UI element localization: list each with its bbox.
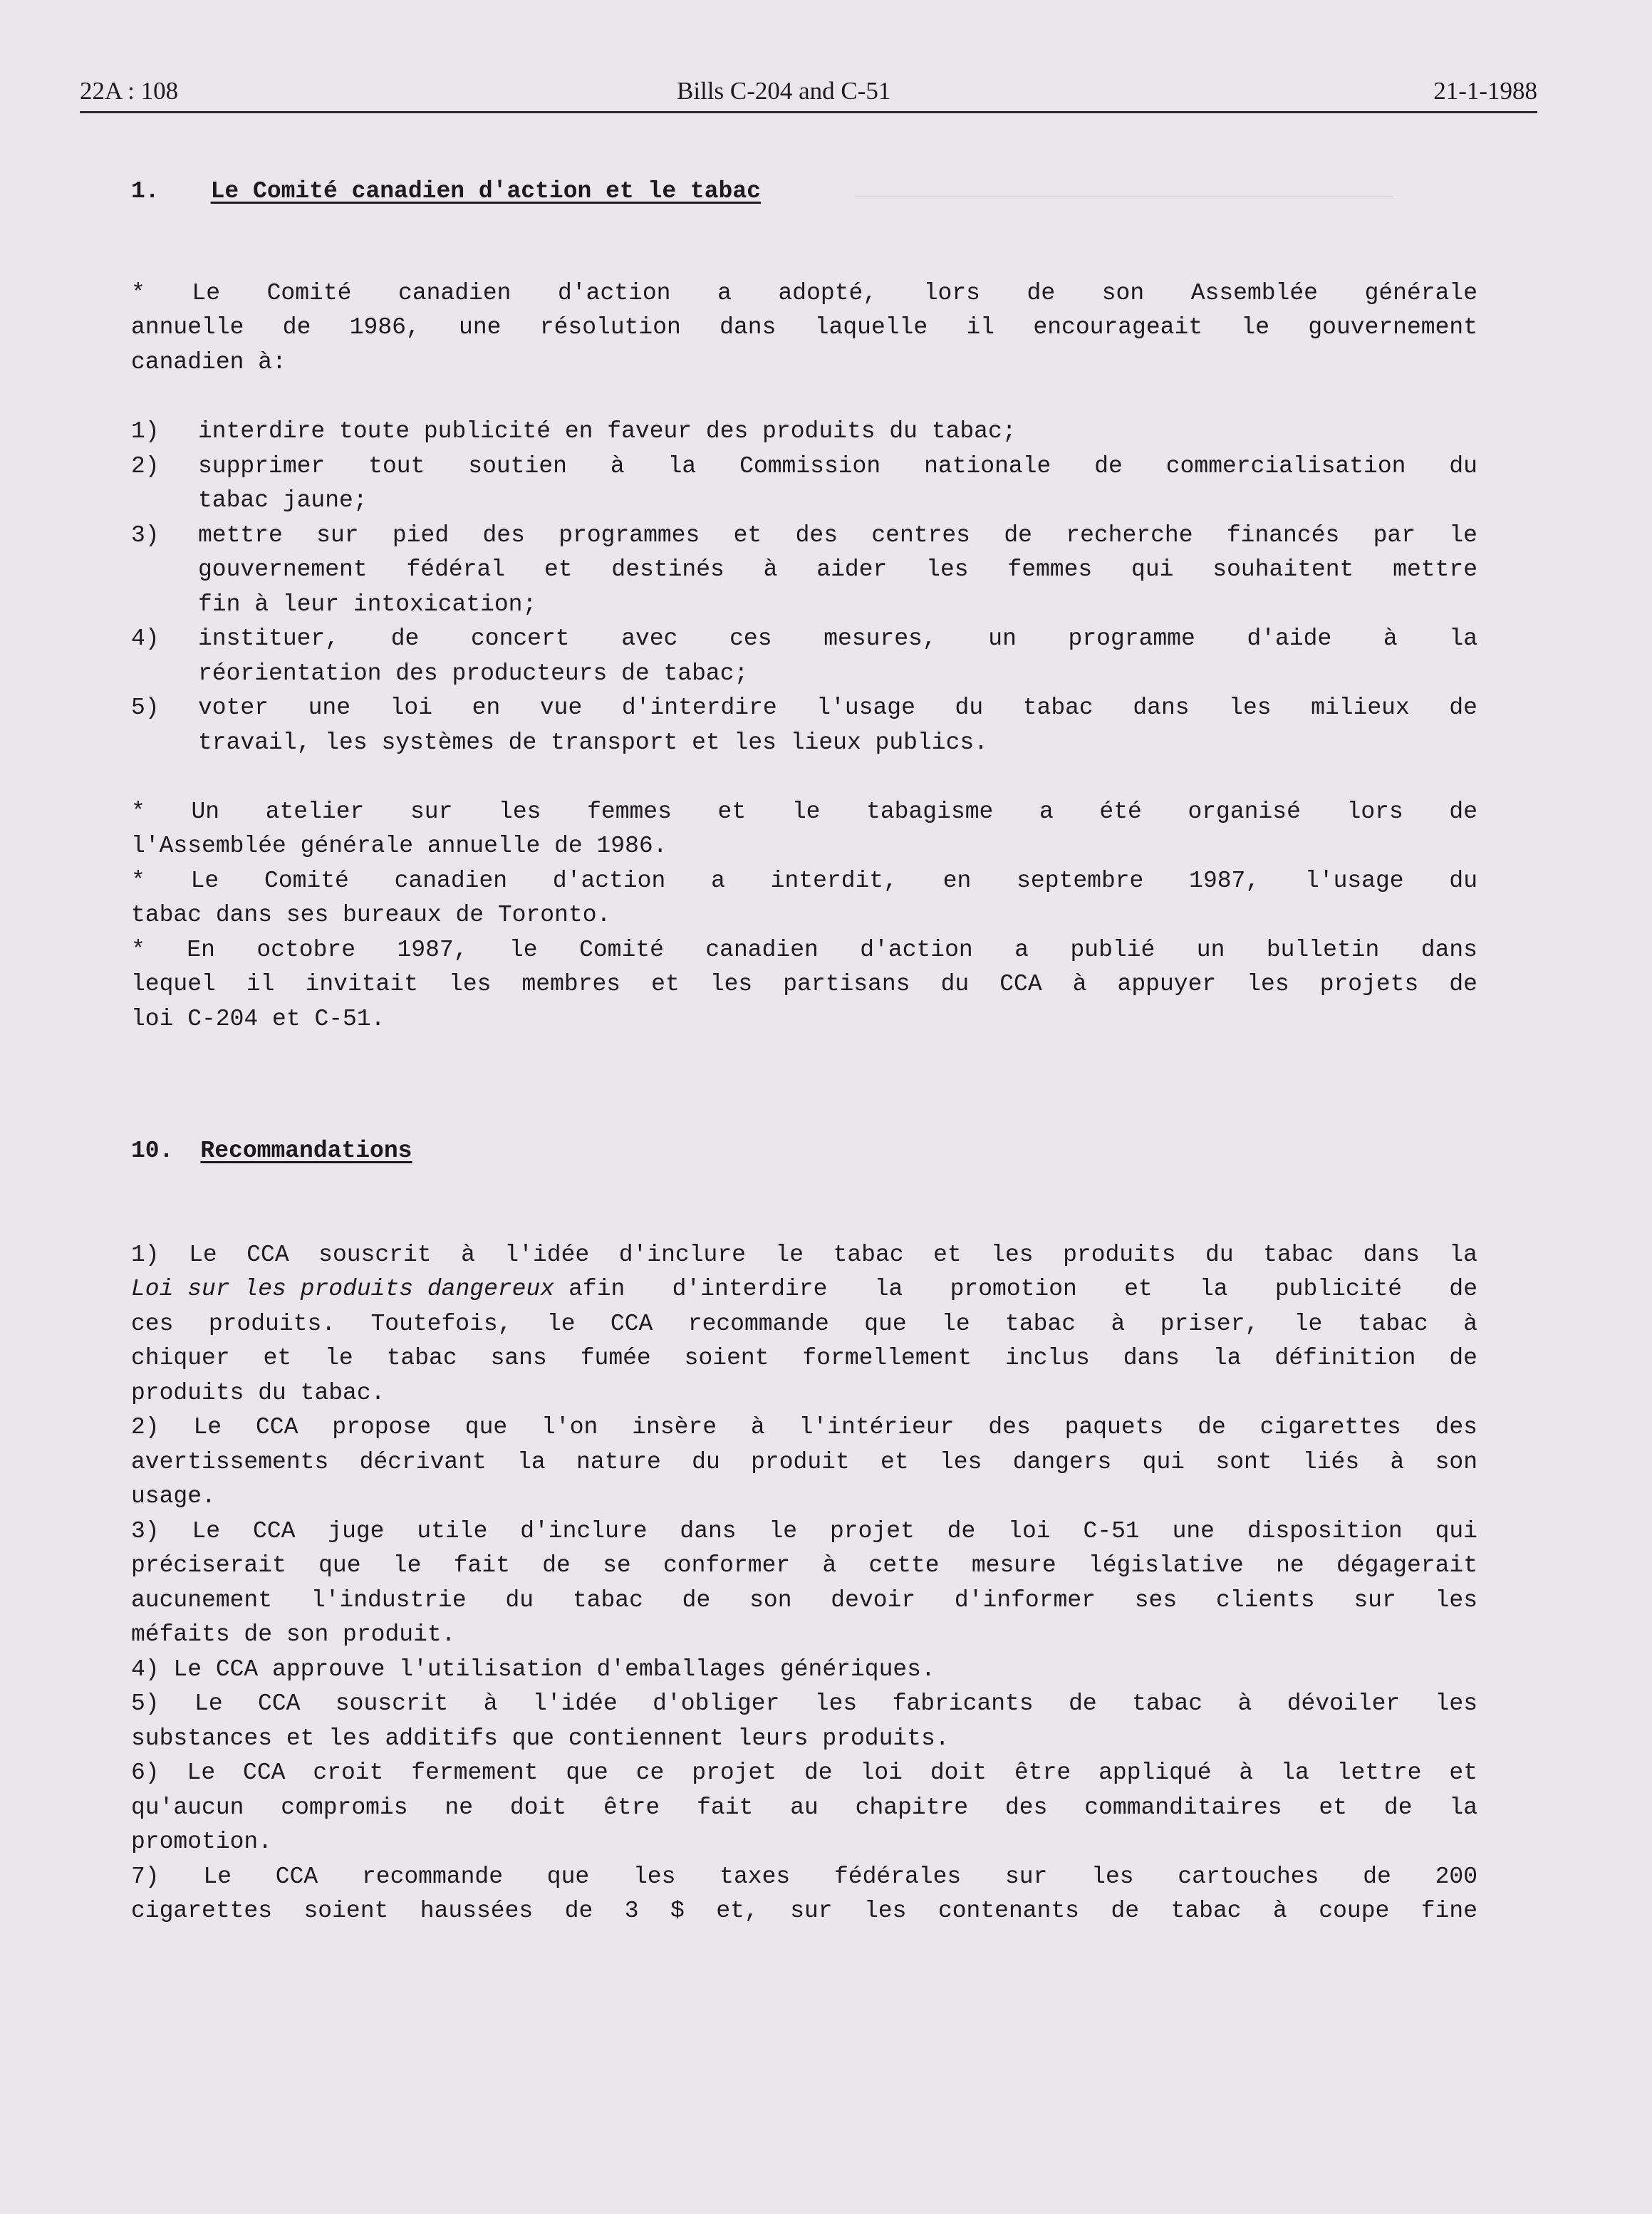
header-date: 21-1-1988 [1433,77,1537,105]
show-through-text: __________________________________________ [855,178,1394,202]
body-line: 4) Le CCA approuve l'utilisation d'emballages génériques. [131,1656,935,1683]
section-10-heading [131,1134,412,1169]
intro-line: annuelle de 1986, une résolution dans laquelle il encourageait le gouvernement [131,314,1477,341]
bullet-line: loi C-204 et C-51. [131,1006,385,1032]
section-10-number: 10. [131,1138,174,1164]
list-item-line: réorientation des producteurs de tabac; [198,660,749,687]
bullet-line: lequel il invitait les membres et les partisans du CCA à appuyer les projets de [131,971,1477,997]
body-line: produits du tabac. [131,1380,385,1406]
intro-line: canadien à: [131,349,286,375]
bullet-line: tabac dans ses bureaux de Toronto. [131,902,611,928]
body-line: 3) Le CCA juge utile d'inclure dans le projet de loi C-51 une disposition qui [131,1518,1477,1544]
list-item-line: interdire toute publicité en faveur des produits du tabac; [198,418,1017,445]
list-item-line: tabac jaune; [198,487,368,514]
body-line: aucunement l'industrie du tabac de son devoir d'informer ses clients sur les [131,1587,1477,1613]
body-line: préciserait que le fait de se conformer à cette mesure législative ne dégagerait [131,1552,1477,1579]
header-page-number: 22A : 108 [80,77,179,105]
list-item-line: gouvernement fédéral et destinés à aider les femmes qui souhaitent mettre [198,556,1477,583]
section-1-heading [131,175,761,209]
body-line: 1) Le CCA souscrit à l'idée d'inclure le tabac et les produits du tabac dans la [131,1242,1477,1268]
list-item-line: mettre sur pied des programmes et des centres de recherche financés par le [198,522,1477,549]
bullet-line: * En octobre 1987, le Comité canadien d'action a publié un bulletin dans [131,937,1477,963]
list-item-number: 1) [131,418,160,445]
body-line: substances et les additifs que contiennent leurs produits. [131,1725,950,1752]
italic-law-title: Loi sur les produits dangereux [131,1276,555,1302]
body-line: cigarettes soient haussées de 3 $ et, sur les contenants de tabac à coupe fine [131,1898,1477,1924]
list-item-number: 4) [131,625,160,652]
body-line: chiquer et le tabac sans fumée soient formellement inclus dans la définition de [131,1345,1477,1371]
bullet-line: * Un atelier sur les femmes et le tabagisme a été organisé lors de [131,799,1477,825]
body-line: qu'aucun compromis ne doit être fait au chapitre des commanditaires et de la [131,1794,1477,1821]
body-line: 6) Le CCA croit fermement que ce projet de loi doit être appliqué à la lettre et [131,1760,1477,1786]
bullet-line: * Le Comité canadien d'action a interdit, en septembre 1987, l'usage du [131,868,1477,894]
section-10-title: Recommandations [200,1138,412,1164]
body-line: 5) Le CCA souscrit à l'idée d'obliger les fabricants de tabac à dévoiler les [131,1690,1477,1717]
list-item-number: 5) [131,695,160,721]
list-item-number: 2) [131,453,160,479]
body-line-rest: afin d'interdire la promotion et la publicité de [568,1276,1477,1302]
body-line: avertissements décrivant la nature du produit et les dangers qui sont liés à son [131,1449,1477,1475]
list-item-line: voter une loi en vue d'interdire l'usage du tabac dans les milieux de [198,695,1477,721]
body-line: promotion. [131,1829,273,1855]
intro-line: * Le Comité canadien d'action a adopté, lors de son Assemblée générale [131,280,1477,306]
list-item-line: supprimer tout soutien à la Commission nationale de commercialisation du [198,453,1477,479]
body-line: usage. [131,1483,216,1509]
body-line [131,1272,1477,1307]
section-1-title: Le Comité canadien d'action et le tabac [210,178,761,204]
body-line: méfaits de son produit. [131,1621,456,1648]
page-header [80,74,1537,113]
list-item-line: fin à leur intoxication; [198,591,537,618]
body-line: ces produits. Toutefois, le CCA recommande que le tabac à priser, le tabac à [131,1311,1477,1337]
body-line: 7) Le CCA recommande que les taxes fédérales sur les cartouches de 200 [131,1864,1477,1890]
list-item-line: instituer, de concert avec ces mesures, un programme d'aide à la [198,625,1477,652]
header-title: Bills C-204 and C-51 [677,77,891,105]
bullet-line: l'Assemblée générale annuelle de 1986. [131,833,667,859]
body-line: 2) Le CCA propose que l'on insère à l'intérieur des paquets de cigarettes des [131,1414,1477,1440]
list-item-number: 3) [131,522,160,549]
list-item-line: travail, les systèmes de transport et les lieux publics. [198,729,988,756]
section-1-number: 1. [131,178,160,204]
